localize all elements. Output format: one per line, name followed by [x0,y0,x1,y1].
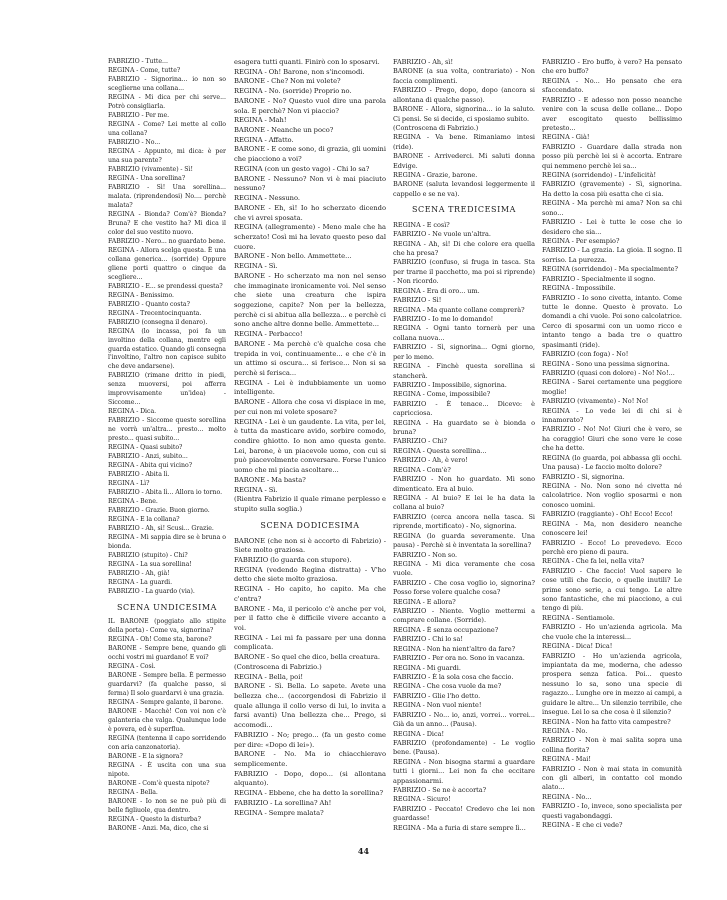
dialogue-line: BARONE - Com'è questa nipote? [108,779,210,787]
dialogue-line: REGINA - Bella. [108,788,158,796]
dialogue-line: REGINA - Sicuro! [393,795,451,804]
dialogue-line: REGINA - Questo la disturba? [108,815,201,823]
dialogue-line: BARONE - So quel che dico, bella creatura. [234,653,381,662]
dialogue-line: REGINA - Sentiamole. [542,613,615,622]
dialogue-line: REGINA - Lei mi fa passare per una donna complicata. [234,633,386,652]
dialogue-line: REGINA - La guardi. [108,579,173,587]
dialogue-line: FABRIZIO - È la sola cosa che faccio. [393,673,514,681]
dialogue-line: REGINA - No. [542,726,588,735]
dialogue-line: BARONE - Macchè! Con voi non c'è galanteria che valga. Qualunque lode è povera, ed è superflua. [108,707,226,733]
dialogue-line: REGINA - Così. [108,662,156,670]
dialogue-line: BARONE - Non bello. Ammettete... [234,252,352,261]
dialogue-line: FABRIZIO - Lei è tutte le cose che io desidero che sia... [542,218,682,236]
dialogue-line: REGINA - Ha guardato se è bionda o bruna? [393,418,535,437]
dialogue-line: REGINA - Sarei certamente una peggiore moglie! [542,378,682,396]
dialogue-line: BARONE - Sì. Bella. Lo sapete. Avete una bellezza che... (accorgendosi di Fabrizio il quale allunga il collo verso di lui, lo invita a farsi avanti) Una bellezza che... Prego, si accomodi... [234,682,386,730]
dialogue-line: REGINA - Mi sappia dire se è bruna o bionda. [108,534,226,551]
dialogue-line: REGINA - Dica! Dica! [542,642,613,651]
dialogue-line: REGINA - È senza occupazione? [393,625,499,634]
dialogue-line: REGINA - Lei è un gaudente. La vita, per lei, è tutta da masticare avido, sorbire comodo, condire ghiotto. Io non amo questa gente. Lei, barone, è un piacevole uomo, con cui si può piacevolmente conversare. Forse l'unico uomo che mi piacia ascoltare... [234,417,386,475]
dialogue-line: FABRIZIO - Per ora no. Sono in vacanza. [393,654,525,663]
dialogue-line: FABRIZIO - Ero buffo, è vero? Ha pensato che ero buffo? [542,58,682,76]
dialogue-line: REGINA - Per esempio? [542,237,620,246]
dialogue-line: FABRIZIO - Signorina... io non so sceglierne una collana... [108,75,226,92]
dialogue-line: FABRIZIO - Ah, già! [108,570,170,578]
dialogue-line: REGINA - Mah! [234,116,287,125]
dialogue-line: FABRIZIO - Abita lì. [108,471,170,479]
dialogue-line: REGINA - Ah, sì! Di che colore era quella che ha presa? [393,239,535,258]
dialogue-line: FABRIZIO - Tutte... [108,58,168,65]
dialogue-line: REGINA - Va bene. Rimaniamo intesi (ride). [393,133,535,151]
dialogue-line: (Controscena di Fabrizio.) [393,123,479,132]
dialogue-line: FABRIZIO - Grazie. Buon giorno. [108,507,210,515]
dialogue-line: REGINA - Mi dica per chi serve... Potrò consigliarla. [108,93,226,110]
dialogue-line: REGINA - Lì? [108,480,150,488]
dialogue-line: FABRIZIO - Sì! Una sorellina... malata. (riprendendosi) No.... perchè malata? [108,183,226,209]
dialogue-line: REGINA - Già! [542,133,590,142]
dialogue-line: REGINA - Non vuol niente! [393,701,482,710]
dialogue-line: FABRIZIO - Niente. Voglio mettermi a comprare collane. (Sorride). [393,607,535,625]
dialogue-line: FABRIZIO - Peccato! Credevo che lei non guardasse! [393,804,535,823]
dialogue-line: REGINA (lo guarda severamente. Una pausa) - Perchè si è inventata la sorellina? [393,531,535,550]
dialogue-line: BARONE - No? Questo vuol dire una parola sola. E perchè? Non vi piaccio? [234,96,386,115]
dialogue-line: FABRIZIO - Io, invece, sono specialista per questi vagabondaggi. [542,802,682,820]
dialogue-line: FABRIZIO (vivamente) - No! No! [542,397,649,406]
dialogue-line: REGINA - Impossibile. [542,284,616,293]
dialogue-line: FABRIZIO - Sì! [393,296,442,305]
dialogue-line: BARONE - Io non se ne può più di belle figliuole, qua dentro. [108,797,226,814]
dialogue-line: REGINA - Lei è indubbiamente un uomo intelligente. [234,378,386,397]
scene-heading: SCENA DODICESIMA [260,520,360,530]
dialogue-line: FABRIZIO - Anzi, subito... [108,453,188,461]
dialogue-line: REGINA - Finchè questa sorellina si stancherà. [393,362,535,380]
column-3 [393,58,535,833]
dialogue-line: BARONE - Sempre bella. È permesso guardarvi? (fa qualche passo, si ferma) Il solo guardarvi è una grazia. [108,671,226,697]
scene-heading: SCENA UNDICESIMA [116,603,218,613]
dialogue-line: REGINA - Lo vede lei di chi si è innamorato? [542,406,682,425]
dialogue-line: FABRIZIO - Non è mai stata in comunità con gli alberi, in contatto col mondo alato... [542,764,682,792]
dialogue-line: BARONE - Neanche un poco? [234,126,334,135]
dialogue-line: BARONE - Eh, sì! Io ho scherzato dicendo che vi avrei sposata. [234,203,386,222]
dialogue-line: REGINA - Ho capito, ho capito. Ma che c'entra? [234,585,386,603]
column-4 [542,58,682,831]
dialogue-line: FABRIZIO - Ho un'azienda agricola, impiantata da me, moderna, che adesso prospera senza fatica. Poi... questo nessuno lo sa, sono una specie di ragazzo... Lunghe ore in mezzo ai campi, a guidare le altre... Un silenzio terribile, che insegue. Lei lo sa che cosa è il silenzio? [542,651,682,717]
dialogue-line: FABRIZIO (raggiante) - Oh! Ecco! Ecco! [542,510,674,519]
dialogue-line: REGINA - Ma a furia di stare sempre lì... [393,823,526,832]
dialogue-line: REGINA - La sua sorellina! [108,561,192,569]
dialogue-line: REGINA - Affatto. [234,135,294,144]
dialogue-line: REGINA (con un gesto vago) - Chi lo sa? [234,164,370,173]
dialogue-line: REGINA - E la collana? [108,516,180,524]
dialogue-line: FABRIZIO - Che faccio! Vuol sapere le cose utili che faccio, o quelle inutili? Le prime sono serie, a cui tengo. Le altre sono fantastiche, che mi piacciono, a cui tengo di più. [542,566,682,613]
dialogue-line: FABRIZIO (rimane dritto in piedi, senza muoversi, poi afferra improvvisamente un'idea) - Siccome... [108,372,226,407]
dialogue-line: REGINA - Una sorellina? [108,174,186,182]
dialogue-line: FABRIZIO - Dopo, dopo... (si allontana alquanto). [234,769,386,788]
dialogue-line: REGINA - È uscita con una sua nipote. [108,761,226,778]
dialogue-line: BARONE - No. Ma io chiacchieravo semplicemente. [234,750,386,769]
dialogue-line: REGINA - Bella, poi! [234,672,304,681]
dialogue-line: FABRIZIO - No! No! Giuri che è vero, se ha coraggio! Giuri che sono vere le cose che ha dette. [542,425,682,453]
dialogue-line: FABRIZIO - Nero... no guardato bene. [108,237,226,245]
dialogue-line: REGINA - Benissimo. [108,291,175,299]
dialogue-line: IL BARONE (poggiato allo stipite della porta) - Come va, signorina? [108,618,226,635]
dialogue-line: REGINA - No... [542,792,592,801]
dialogue-line: (Controscena di Fabrizio.) [234,662,322,671]
scene-heading: SCENA TREDICESIMA [411,205,517,215]
dialogue-line: FABRIZIO - Che cosa voglio io, signorina? Posso forse volere qualche cosa? [393,578,535,597]
dialogue-line: FABRIZIO - La grazia. La gioia. Il sogno. Il sorriso. La purezza. [542,246,682,264]
page-number: 44 [357,846,370,856]
dialogue-line: REGINA - Come? Lei mette al collo una collana? [108,120,226,137]
dialogue-line: REGINA - Oh! Barone, non s'incomodi. [234,67,365,76]
dialogue-line: FABRIZIO - Ah, è vero! [393,456,468,465]
dialogue-line: BARONE - Ma perchè c'è qualche cosa che trepida in voi, continuamente... e che c'è in un attimo si oscura... si ferisce... Non si sa perchè si ferisca... [234,339,386,377]
dialogue-line: FABRIZIO - Ho un'azienda agricola. Ma che vuole che la interessi... [542,623,682,641]
dialogue-line: REGINA - Ogni tanto tornerà per una collana nuova... [393,324,535,342]
dialogue-line: FABRIZIO - Per me. [108,111,170,119]
dialogue-line: REGINA - Appunto, mi dica: è per una sua parente? [108,147,226,164]
dialogue-line: REGINA - No. (sorride) Proprio no. [234,87,352,96]
dialogue-line: FABRIZIO - La guardo (via). [108,588,195,596]
dialogue-line: FABRIZIO (stupito) - Chi? [108,552,188,560]
dialogue-line: BARONE - Arrivederci. Mi saluti donna Edvige. [393,152,535,170]
dialogue-line: FABRIZIO - Glie l'ho detto. [393,691,481,700]
dialogue-line: FABRIZIO - Abita lì... Allora io torno. [108,489,223,497]
dialogue-line: REGINA - Mi guardi. [393,663,461,672]
dialogue-line: REGINA - Sono una pessima signorina. [542,359,670,368]
dialogue-line: REGINA - Questa sorellina... [393,446,487,455]
dialogue-line: REGINA - Sì. [234,485,278,494]
dialogue-line: REGINA - Che fa lei, nella vita? [542,557,645,566]
dialogue-line: FABRIZIO - Sì, signorina. [542,472,625,481]
dialogue-line: REGINA - Mai! [542,755,591,764]
dialogue-line: FABRIZIO - Io sono civetta, intanto. Come tutte le donne. Questo è provato. Lo domandi a chi vuole. Poi sono calcolatrice. Cerco di sposarmi con un uomo ricco e intanto tengo a bada tre o quattro spasimanti (ride). [542,293,682,349]
dialogue-line: REGINA - Ma, non desidero neanche conoscere lei! [542,519,682,538]
dialogue-line: FABRIZIO - Guardare dalla strada non posso più perchè lei si è accorta. Entrare qui nemmeno perchè lei sa... [542,142,682,170]
dialogue-line: FABRIZIO - È tenace... Dicevo: è capricciosa. [393,399,535,418]
dialogue-line: REGINA - E che ci vede? [542,821,623,830]
dialogue-line: FABRIZIO - Non ho guardato. Mi sono dimenticato. Era al buio. [393,475,535,493]
dialogue-line: REGINA (allegramente) - Meno male che ha scherzato! Così mi ha levato questo peso dal cuore. [234,223,386,251]
dialogue-line: FABRIZIO - Ah, sì! Scusi... Grazie. [108,525,214,533]
dialogue-line: REGINA (tentenna il capo sorridendo con aria canzonatoria). [108,734,226,751]
dialogue-line: BARONE - E come sono, di grazia, gli uomini che piacciono a voi? [234,145,386,164]
dialogue-line: BARONE - Ho scherzato ma non nel senso che immaginate ironicamente voi. Nel senso che siete una creatura che ispira soggezione, capite? Non per la bellezza, perchè ci si abitua alla bellezza... e perchè ci sono anche altre donne belle. Ammettete... [234,271,386,329]
dialogue-line: REGINA - Non ha fatto vita campestre? [542,717,671,726]
dialogue-line: FABRIZIO - Non è mai salita sopra una collina fiorita? [542,736,682,754]
dialogue-line: REGINA - Sempre malata? [234,808,324,817]
dialogue-line: REGINA (vedendo Regina distratta) - V'ho detto che siete molto graziosa. [234,565,386,584]
dialogue-line: REGINA - No... Ho pensato che era sfaccendato. [542,76,682,95]
dialogue-line: REGINA - Come, impossibile? [393,390,491,399]
dialogue-line: REGINA (lo guarda, poi abbassa gli occhi. Una pausa) - Le faccio molto dolore? [542,453,682,472]
dialogue-line: FABRIZIO - Ecco! Lo prevedevo. Ecco perchè ero pieno di paura. [542,538,682,556]
dialogue-line: REGINA - Com'è? [393,465,451,474]
dialogue-line: FABRIZIO - Se ne è accorta? [393,786,487,795]
dialogue-line: FABRIZIO (consegna il denaro). [108,318,208,326]
dialogue-line: BARONE (saluta levandosi leggermente il cappello e se ne va). [393,180,535,198]
dialogue-line: FABRIZIO (confuso, si fruga in tasca. Sta per trarne il pacchetto, ma poi si riprende) - Non ricordo. [393,258,535,286]
dialogue-line: FABRIZIO - Non so. [393,550,458,559]
dialogue-line: REGINA - No. Non sono né civetta né calcolatrice. Non voglio sposarmi e non conosco uomini. [542,481,682,509]
dialogue-line: REGINA - Ma perchè mi ama? Non sa chi sono... [542,199,682,217]
dialogue-line: REGINA - Sempre galante, il barone. [108,698,224,706]
dialogue-line: REGINA - Abita qui vicino? [108,462,193,470]
dialogue-line: BARONE (che non si è accorto di Fabrizio) - Siete molto graziosa. [234,536,386,555]
dialogue-line: REGINA - Sì. [234,262,278,271]
dialogue-line: REGINA - Non bisogna starmi a guardare tutti i giorni... Lei non fa che eccitare appassionarmi. [393,757,535,785]
dialogue-line: FABRIZIO - E adesso non posso neanche venire con la scusa delle collane... Dopo aver escogitato questo bellissimo pretesto... [542,95,682,132]
dialogue-line: BARONE (a sua volta, contrariato) - Non faccia complimenti. [393,67,535,85]
dialogue-line: (Rientra Fabrizio il quale rimane perplesso e stupito sulla soglia.) [234,495,386,514]
dialogue-line: FABRIZIO (lo guarda con stupore). [234,555,352,564]
dialogue-line: REGINA - Allora scelga questa. È una collana generica... (sorride) Oppure gliene porti quattro o cinque da scegliere... [108,246,226,281]
dialogue-line: REGINA - Bene. [108,498,158,506]
column-2 [234,58,386,818]
dialogue-line: BARONE - Che? Non mi volete? [234,77,341,86]
dialogue-line: BARONE - Allora, signorina... io la saluto. Ci pensi. Se si decide, ci sposiamo subito. [393,105,535,123]
dialogue-line: REGINA - Oh! Come sta, barone? [108,636,212,644]
dialogue-line: BARONE - Sempre bene, quando gli occhi vostri mi guardano! E voi? [108,645,226,661]
dialogue-line: FABRIZIO - Prego, dopo, dopo (ancora si allontana di qualche passo). [393,86,535,104]
dialogue-line: FABRIZIO - Io me lo domando! [393,314,494,323]
dialogue-line: FABRIZIO - Quanto costa? [108,300,190,308]
dialogue-line: REGINA - Ma quante collane comprerà? [393,305,525,314]
dialogue-line: REGINA - Quasi subito? [108,444,183,452]
dialogue-line: FABRIZIO - Chi? [393,437,447,446]
dialogue-line: BARONE - Allora che cosa vi dispiace in me, per cui non mi volete sposare? [234,398,386,416]
dialogue-line: BARONE - Ma, il pericolo c'è anche per voi, per il fatto che è difficile vivere accanto a voi. [234,604,386,632]
dialogue-line: REGINA - Dica! [393,729,445,738]
dialogue-line: FABRIZIO - Siccome queste sorellina ne vorrà un'altra... presto... molto presto... quasi subito... [108,417,226,443]
dialogue-line: REGINA - Dica. [108,408,157,416]
dialogue-line: REGINA - Perbacco! [234,330,303,339]
dialogue-line: FABRIZIO - Impossibile, signorina. [393,380,507,389]
dialogue-line: FABRIZIO - Ne vuole un'altra. [393,230,491,239]
dialogue-line: FABRIZIO - Ah, sì! [393,58,454,66]
dialogue-line: REGINA - Non ha nient'altro da fare? [393,644,516,653]
dialogue-line: FABRIZIO - La sorellina? Ah! [234,798,332,807]
dialogue-line: FABRIZIO - E... se prendessi questa? [108,282,223,290]
dialogue-line: REGINA - Bionda? Com'è? Bionda? Bruna? E che vestito ha? Mi dica il color del suo vestito nuovo. [108,210,226,236]
dialogue-line: BARONE - Anzi. Ma, dico, che si [108,824,209,832]
dialogue-line: REGINA - Grazie, barone. [393,171,478,180]
dialogue-line: FABRIZIO (vivamente) - Sì! [108,165,193,173]
dialogue-line: FABRIZIO (quasi con dolore) - No! No!... [542,368,675,377]
dialogue-line: BARONE - Ma basta? [234,475,306,484]
dialogue-line: FABRIZIO - Specialmente il sogno. [542,274,656,283]
dialogue-line: BARONE - Nessuno? Non vi è mai piaciuto nessuno? [234,174,386,193]
dialogue-line: FABRIZIO - Chi lo sa! [393,635,464,644]
dialogue-line: REGINA (sorridendo) - L'infelicità! [542,171,657,180]
dialogue-line: FABRIZIO (profondamente) - Le voglio bene. (Pausa). [393,738,535,757]
dialogue-line: FABRIZIO (cerca ancora nella tasca. Si riprende, mortificato) - No, signorina. [393,512,535,531]
dialogue-line: REGINA (sorridendo) - Ma specialmente? [542,265,679,274]
dialogue-line: FABRIZIO - No... [108,138,161,146]
dialogue-line: REGINA - Era di oro... um. [393,286,480,295]
dialogue-line: REGINA - Trecentocinquanta. [108,309,202,317]
dialogue-line: FABRIZIO - No... io, anzi, vorrei... vorrei... Già da un anno... (Pausa). [393,710,535,729]
dialogue-line: REGINA - Nessuno. [234,194,301,203]
dialogue-line: REGINA - Come, tutte? [108,66,181,74]
dialogue-line: REGINA - E così? [393,220,450,229]
dialogue-line: FABRIZIO (con foga) - No! [542,350,629,359]
dialogue-line: REGINA (lo incassa, poi fa un involtino della collana, mentre egli guarda estatico. Quando gli consegna l'involtino, l'altro non capisce subito che deve andarsene). [108,327,226,371]
dialogue-line: REGINA - Mi dica veramente che cosa vuole. [393,559,535,578]
dialogue-line: REGINA - E allora? [393,597,456,606]
dialogue-line: REGINA - Che cosa vuole da me? [393,682,502,691]
dialogue-line: BARONE - E la signora? [108,752,183,760]
dialogue-line: REGINA - Al buio? E lei le ha data la collana al buio? [393,493,535,512]
dialogue-line: FABRIZIO (gravemente) - Sì, signorina. Ha detto la cosa più esatta che ci sia. [542,180,682,198]
dialogue-line: esagera tutti quanti. Finirò con lo sposarvi. [234,58,380,66]
dialogue-line: FABRIZIO - No; prego... (fa un gesto come per dire: «Dopo di lei»). [234,730,386,749]
column-1 [108,58,226,834]
dialogue-line: FABRIZIO - Sì, signorina... Ogni giorno, per lo meno. [393,343,535,361]
dialogue-line: REGINA - Ebbene, che ha detto la sorellina? [234,789,384,798]
